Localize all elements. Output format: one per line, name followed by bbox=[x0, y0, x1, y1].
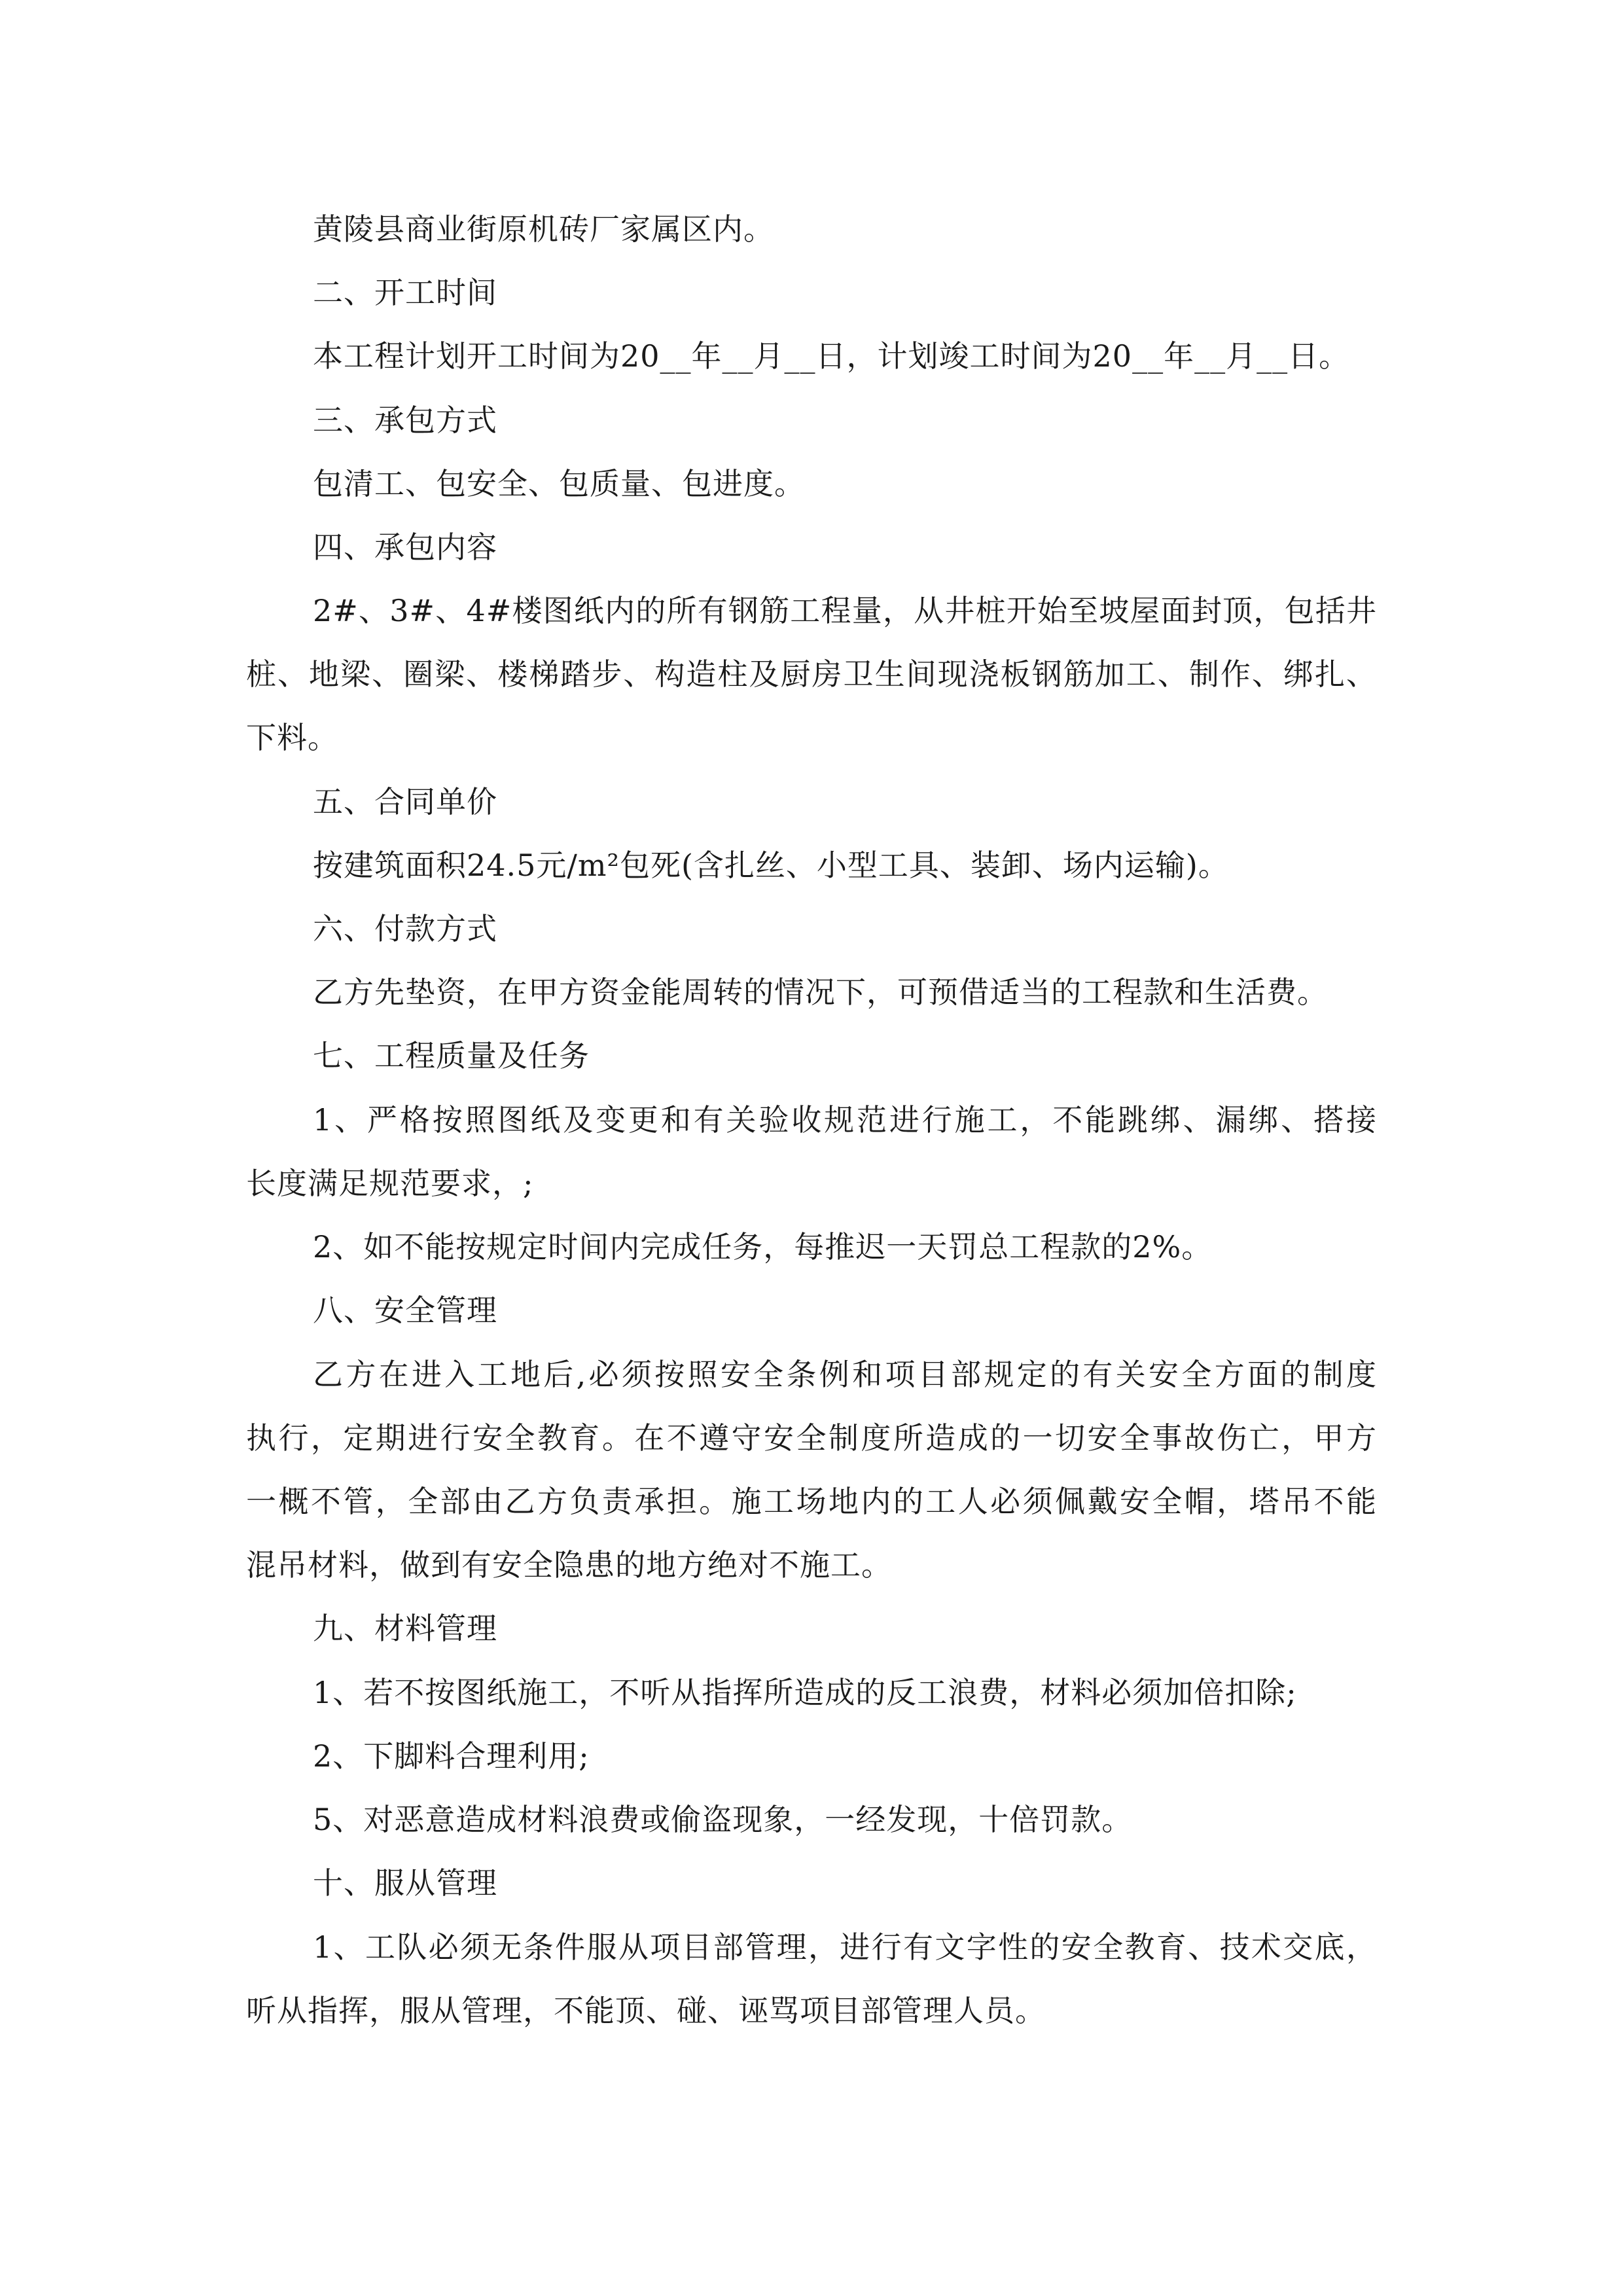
paragraph-obey-item-1-line-2: 听从指挥，服从管理，不能顶、碰、诬骂项目部管理人员。 bbox=[246, 1993, 1046, 2028]
paragraph-safety-line-3: 一概不管，全部由乙方负责承担。施工场地内的工人必须佩戴安全帽，塔吊不能 bbox=[246, 1484, 1377, 1519]
paragraph-start-time: 本工程计划开工时间为20__年__月__日，计划竣工时间为20__年__月__日。 bbox=[313, 338, 1350, 374]
heading-contract-method: 三、承包方式 bbox=[313, 403, 497, 438]
heading-obey-management: 十、服从管理 bbox=[313, 1865, 497, 1901]
paragraph-quality-item-1-line-1: 1、严格按照图纸及变更和有关验收规范进行施工，不能跳绑、漏绑、搭接 bbox=[313, 1102, 1377, 1138]
heading-start-time: 二、开工时间 bbox=[313, 275, 497, 310]
paragraph-payment-method: 乙方先垫资，在甲方资金能周转的情况下，可预借适当的工程款和生活费。 bbox=[313, 975, 1328, 1010]
heading-payment-method: 六、付款方式 bbox=[313, 911, 497, 946]
paragraph-contract-content-line-2: 桩、地梁、圈梁、楼梯踏步、构造柱及厨房卫生间现浇板钢筋加工、制作、绑扎、 bbox=[246, 656, 1377, 692]
paragraph-contract-content-line-1: 2#、3#、4#楼图纸内的所有钢筋工程量，从井桩开始至坡屋面封顶，包括井 bbox=[313, 593, 1377, 628]
paragraph-safety-line-1: 乙方在进入工地后,必须按照安全条例和项目部规定的有关安全方面的制度 bbox=[313, 1357, 1377, 1392]
paragraph-contract-method: 包清工、包安全、包质量、包进度。 bbox=[313, 466, 805, 501]
paragraph-obey-item-1-line-1: 1、工队必须无条件服从项目部管理，进行有文字性的安全教育、技术交底， bbox=[313, 1929, 1377, 1965]
paragraph-material-item-2: 2、下脚料合理利用; bbox=[313, 1738, 590, 1774]
heading-unit-price: 五、合同单价 bbox=[313, 784, 497, 819]
heading-contract-content: 四、承包内容 bbox=[313, 529, 497, 565]
paragraph-safety-line-4: 混吊材料，做到有安全隐患的地方绝对不施工。 bbox=[246, 1547, 892, 1583]
paragraph-location: 黄陵县商业街原机砖厂家属区内。 bbox=[313, 211, 774, 247]
paragraph-quality-item-2: 2、如不能按规定时间内完成任务，每推迟一天罚总工程款的2%。 bbox=[313, 1229, 1213, 1265]
paragraph-material-item-5: 5、对恶意造成材料浪费或偷盗现象，一经发现，十倍罚款。 bbox=[313, 1802, 1133, 1837]
heading-material-management: 九、材料管理 bbox=[313, 1611, 497, 1646]
paragraph-contract-content-line-3: 下料。 bbox=[246, 720, 338, 755]
paragraph-material-item-1: 1、若不按图纸施工，不听从指挥所造成的反工浪费，材料必须加倍扣除; bbox=[313, 1675, 1297, 1710]
heading-safety-management: 八、安全管理 bbox=[313, 1293, 497, 1328]
paragraph-safety-line-2: 执行，定期进行安全教育。在不遵守安全制度所造成的一切安全事故伤亡，甲方 bbox=[246, 1420, 1377, 1456]
paragraph-quality-item-1-line-2: 长度满足规范要求，; bbox=[246, 1166, 534, 1201]
paragraph-unit-price: 按建筑面积24.5元/m²包死(含扎丝、小型工具、装卸、场内运输)。 bbox=[313, 848, 1229, 883]
heading-quality-tasks: 七、工程质量及任务 bbox=[313, 1038, 590, 1073]
